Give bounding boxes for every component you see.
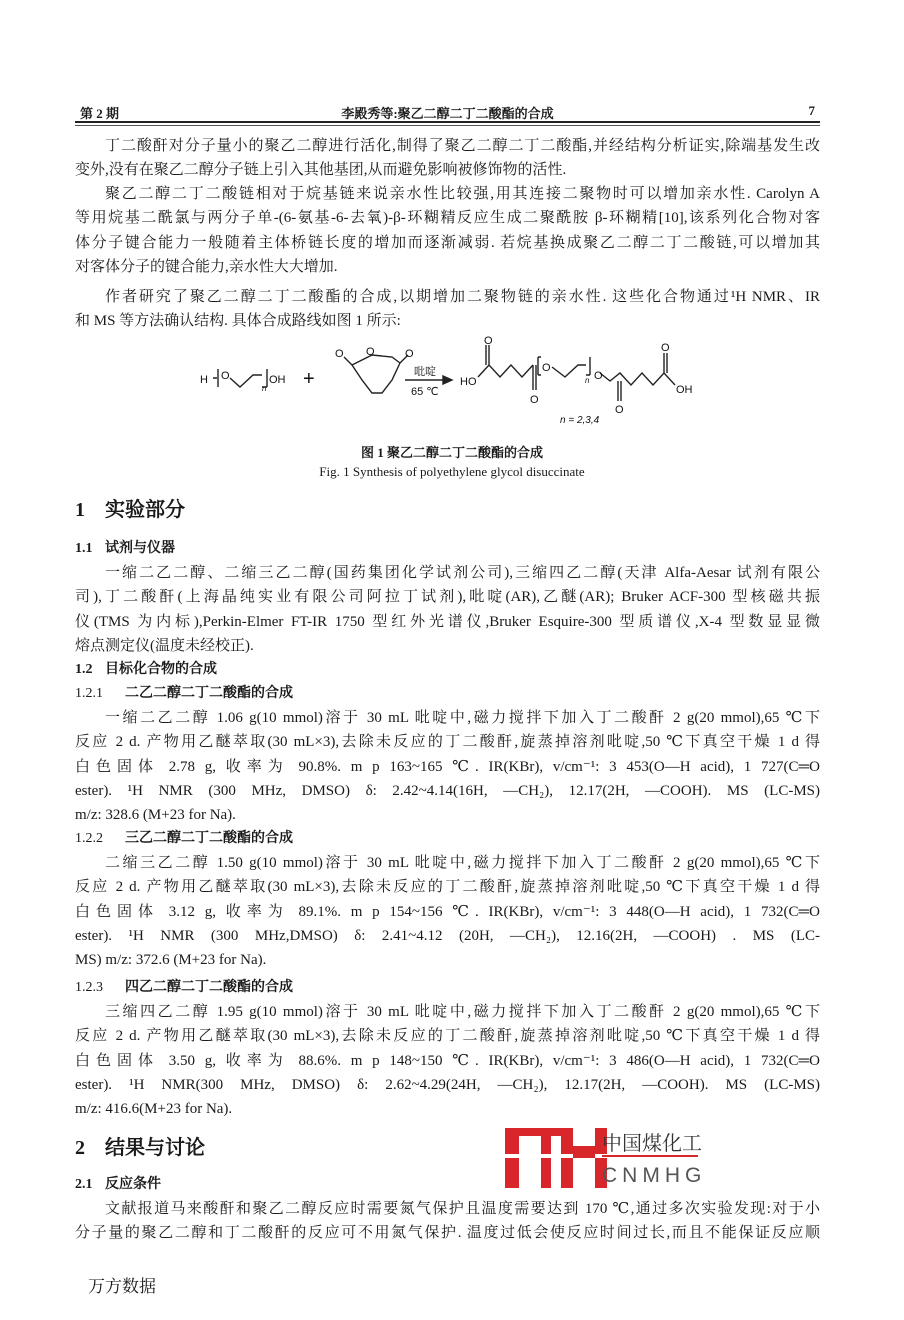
running-title: 李殿秀等:聚乙二醇二丁二酸酯的合成 xyxy=(341,106,554,121)
paragraph-synthesis-2 xyxy=(75,851,820,972)
text-line: 聚乙二醇二丁二酸链相对于烷基链来说亲水性比较强,用其连接二聚物时可以增加亲水性. Carolyn A xyxy=(105,186,820,202)
label-oh-product: OH xyxy=(676,384,693,396)
text-line: 变外,没有在聚乙二醇分子链上引入其他基团,从而避免影响被修饰物的活性. xyxy=(75,162,567,179)
running-header xyxy=(75,100,820,124)
paragraph-synthesis-1 xyxy=(75,706,820,827)
text-line: 一缩二乙二醇、二缩三乙二醇(国药集团化学试剂公司),三缩四乙二醇(天津 Alfa-Aesar 试剂有限公 xyxy=(105,565,820,581)
subsubsection-title: 四乙二醇二丁二酸酯的合成 xyxy=(125,980,293,995)
issue-label: 第 2 期 xyxy=(80,106,120,121)
label-o: O xyxy=(221,370,230,382)
subsubsection-number: 1.2.1 xyxy=(75,686,103,701)
text-line: m/z: 328.6 (M+23 for Na). xyxy=(75,807,236,824)
label-o-bottom2: O xyxy=(615,404,624,416)
text-line: 丁二酸酐对分子量小的聚乙二醇进行活化,制得了聚乙二醇二丁二酸酯,并经结构分析证实,除端基发生改 xyxy=(105,138,820,154)
label-o-bottom1: O xyxy=(530,394,539,406)
text-line: 一缩二乙二醇 1.06 g(10 mmol)溶于 30 mL 吡啶中,磁力搅拌下加入丁二酸酐 2 g(20 mmol),65 ℃下 xyxy=(105,710,820,726)
label-o-ester: O xyxy=(594,370,603,382)
label-h: H xyxy=(200,374,208,386)
label-ho: HO xyxy=(460,376,477,388)
n-values: n = 2,3,4 xyxy=(560,415,600,426)
plus-sign: + xyxy=(303,368,315,390)
subsubsection-heading-1-2-1 xyxy=(75,682,820,706)
label-o-top1: O xyxy=(484,335,493,347)
text-line: 对客体分子的键合能力,亲水性大大增加. xyxy=(75,258,338,275)
section-heading-1 xyxy=(75,497,820,523)
label-n: n xyxy=(262,384,267,393)
subsection-title: 目标化合物的合成 xyxy=(105,662,217,677)
text-line: 体分子键合能力一般随着主体桥链长度的增加而逐渐减弱. 若烷基换成聚乙二醇二丁二酸链,可以增加其 xyxy=(75,234,820,251)
subsubsection-title: 二乙二醇二丁二酸酯的合成 xyxy=(125,686,293,701)
subsection-number: 2.1 xyxy=(75,1177,93,1192)
section-title: 结果与讨论 xyxy=(105,1137,205,1159)
text-line: 司),丁二酸酐(上海晶纯实业有限公司阿拉丁试剂),吡啶(AR),乙醚(AR); Bruker ACF-300 型核磁共振 xyxy=(75,589,820,606)
subsubsection-title: 三乙二醇二丁二酸酯的合成 xyxy=(125,831,293,846)
subsection-number: 1.2 xyxy=(75,662,93,677)
synthesis-scheme xyxy=(0,335,904,435)
text-line: 文献报道马来酸酐和聚乙二醇反应时需要氮气保护且温度需要达到 170 ℃,通过多次实验发现:对于小 xyxy=(105,1201,820,1217)
logo-text-en: CNMHG xyxy=(602,1164,707,1187)
subsubsection-heading-1-2-3 xyxy=(75,976,820,1000)
header-rule-thin xyxy=(75,125,820,126)
subsection-title: 反应条件 xyxy=(105,1177,161,1192)
paragraph-reaction-conditions xyxy=(75,1197,820,1246)
paragraph-synthesis-3 xyxy=(75,1000,820,1121)
text-line: 等用烷基二酰氯与两分子单-(6-氨基-6-去氧)-β-环糊精反应生成二聚酰胺 β-环糊精[10],该系列化合物对客 xyxy=(75,210,820,227)
text-line: 二缩三乙二醇 1.50 g(10 mmol)溶于 30 mL 吡啶中,磁力搅拌下加入丁二酸酐 2 g(20 mmol),65 ℃下 xyxy=(105,855,820,871)
anhydride-o-left: O xyxy=(335,348,344,360)
paragraph-intro-1 xyxy=(75,134,820,183)
subsubsection-number: 1.2.3 xyxy=(75,980,103,995)
paragraph-reagents xyxy=(75,561,820,658)
label-o-chain: O xyxy=(542,362,551,374)
text-line: 作者研究了聚乙二醇二丁二酸酯的合成,以期增加二聚物链的亲水性. 这些化合物通过¹H NMR、IR xyxy=(105,289,820,305)
text-line: 反应 2 d. 产物用乙醚萃取(30 mL×3),去除未反应的丁二酸酐,旋蒸掉溶剂吡啶,50 ℃下真空干燥 1 d 得 xyxy=(75,734,820,751)
text-line: m/z: 416.6(M+23 for Na). xyxy=(75,1101,233,1118)
text-line: ester). ¹H NMR(300 MHz, DMSO) δ: 2.62~4.29(24H, —CH₂), 12.17(2H, —COOH). MS (LC-MS) xyxy=(75,1076,820,1093)
reagent-label: 吡啶 xyxy=(414,366,436,378)
subsubsection-number: 1.2.2 xyxy=(75,831,103,846)
footer-source: 万方数据 xyxy=(88,1277,156,1297)
anhydride-o-ring: O xyxy=(366,346,375,358)
text-line: 反应 2 d. 产物用乙醚萃取(30 mL×3),去除未反应的丁二酸酐,旋蒸掉溶剂吡啶,50 ℃下真空干燥 1 d 得 xyxy=(75,1028,820,1045)
text-line: ester). ¹H NMR (300 MHz,DMSO) δ: 2.41~4.12 (20H, —CH₂), 12.16(2H, —COOH) . MS (LC- xyxy=(75,927,820,944)
text-line: 白色固体 3.50 g, 收率为 88.6%. m p 148~150 ℃. IR(KBr), v/cm⁻¹: 3 486(O—H acid), 1 732(C═O xyxy=(75,1052,820,1069)
subsection-heading-1-1 xyxy=(75,537,820,561)
logo-text-cn: 中国煤化工 xyxy=(602,1133,702,1155)
label-n-product: n xyxy=(585,376,590,385)
text-line: 分子量的聚乙二醇和丁二酸酐的反应可不用氮气保护. 温度过低会使反应时间过长,而且不能保证反应顺 xyxy=(75,1225,820,1242)
succinic-anhydride xyxy=(344,355,408,393)
paragraph-intro-3 xyxy=(75,285,820,334)
section-number: 1 xyxy=(75,499,85,521)
anhydride-o-right: O xyxy=(405,348,414,360)
figure-caption-en: Fig. 1 Synthesis of polyethylene glycol disuccinate xyxy=(319,464,585,479)
text-line: 白色固体 3.12 g, 收率为 89.1%. m p 154~156 ℃. IR(KBr), v/cm⁻¹: 3 448(O—H acid), 1 732(C═O xyxy=(75,903,820,920)
subsection-number: 1.1 xyxy=(75,541,93,556)
text-line: 白色固体 2.78 g, 收率为 90.8%. m p 163~165 ℃. IR(KBr), v/cm⁻¹: 3 453(O—H acid), 1 727(C═O xyxy=(75,758,820,775)
paragraph-intro-2 xyxy=(75,182,820,279)
page-number: 7 xyxy=(808,103,815,118)
label-oh: OH xyxy=(269,374,286,386)
product-structure xyxy=(478,345,675,401)
header-rule xyxy=(75,121,820,123)
logo-mark xyxy=(505,1128,715,1190)
text-line: 熔点测定仪(温度未经校正). xyxy=(75,637,254,654)
subsection-heading-1-2 xyxy=(75,658,820,682)
text-line: 和 MS 等方法确认结构. 具体合成路线如图 1 所示: xyxy=(75,313,401,330)
section-title: 实验部分 xyxy=(105,499,185,521)
temperature-label: 65 ℃ xyxy=(411,386,439,398)
label-o-top2: O xyxy=(661,342,670,354)
cnmhg-watermark-logo xyxy=(505,1128,715,1190)
figure-caption-cn: 图 1 聚乙二醇二丁二酸酯的合成 xyxy=(360,445,543,460)
text-line: ester). ¹H NMR (300 MHz, DMSO) δ: 2.42~4.14(16H, —CH₂), 12.17(2H, —COOH). MS (LC-MS) xyxy=(75,782,820,799)
text-line: 反应 2 d. 产物用乙醚萃取(30 mL×3),去除未反应的丁二酸酐,旋蒸掉溶剂吡啶,50 ℃下真空干燥 1 d 得 xyxy=(75,879,820,896)
text-line: 三缩四乙二醇 1.95 g(10 mmol)溶于 30 mL 吡啶中,磁力搅拌下加入丁二酸酐 2 g(20 mmol),65 ℃下 xyxy=(105,1004,820,1020)
text-line: MS) m/z: 372.6 (M+23 for Na). xyxy=(75,952,267,969)
text-line: 仪(TMS 为内标),Perkin-Elmer FT-IR 1750 型红外光谱仪,Bruker Esquire-300 型质谱仪,X-4 型数显显微 xyxy=(75,613,820,630)
section-number: 2 xyxy=(75,1137,85,1159)
subsection-title: 试剂与仪器 xyxy=(105,541,175,556)
bracket-left xyxy=(213,369,218,387)
subsubsection-heading-1-2-2 xyxy=(75,827,820,851)
